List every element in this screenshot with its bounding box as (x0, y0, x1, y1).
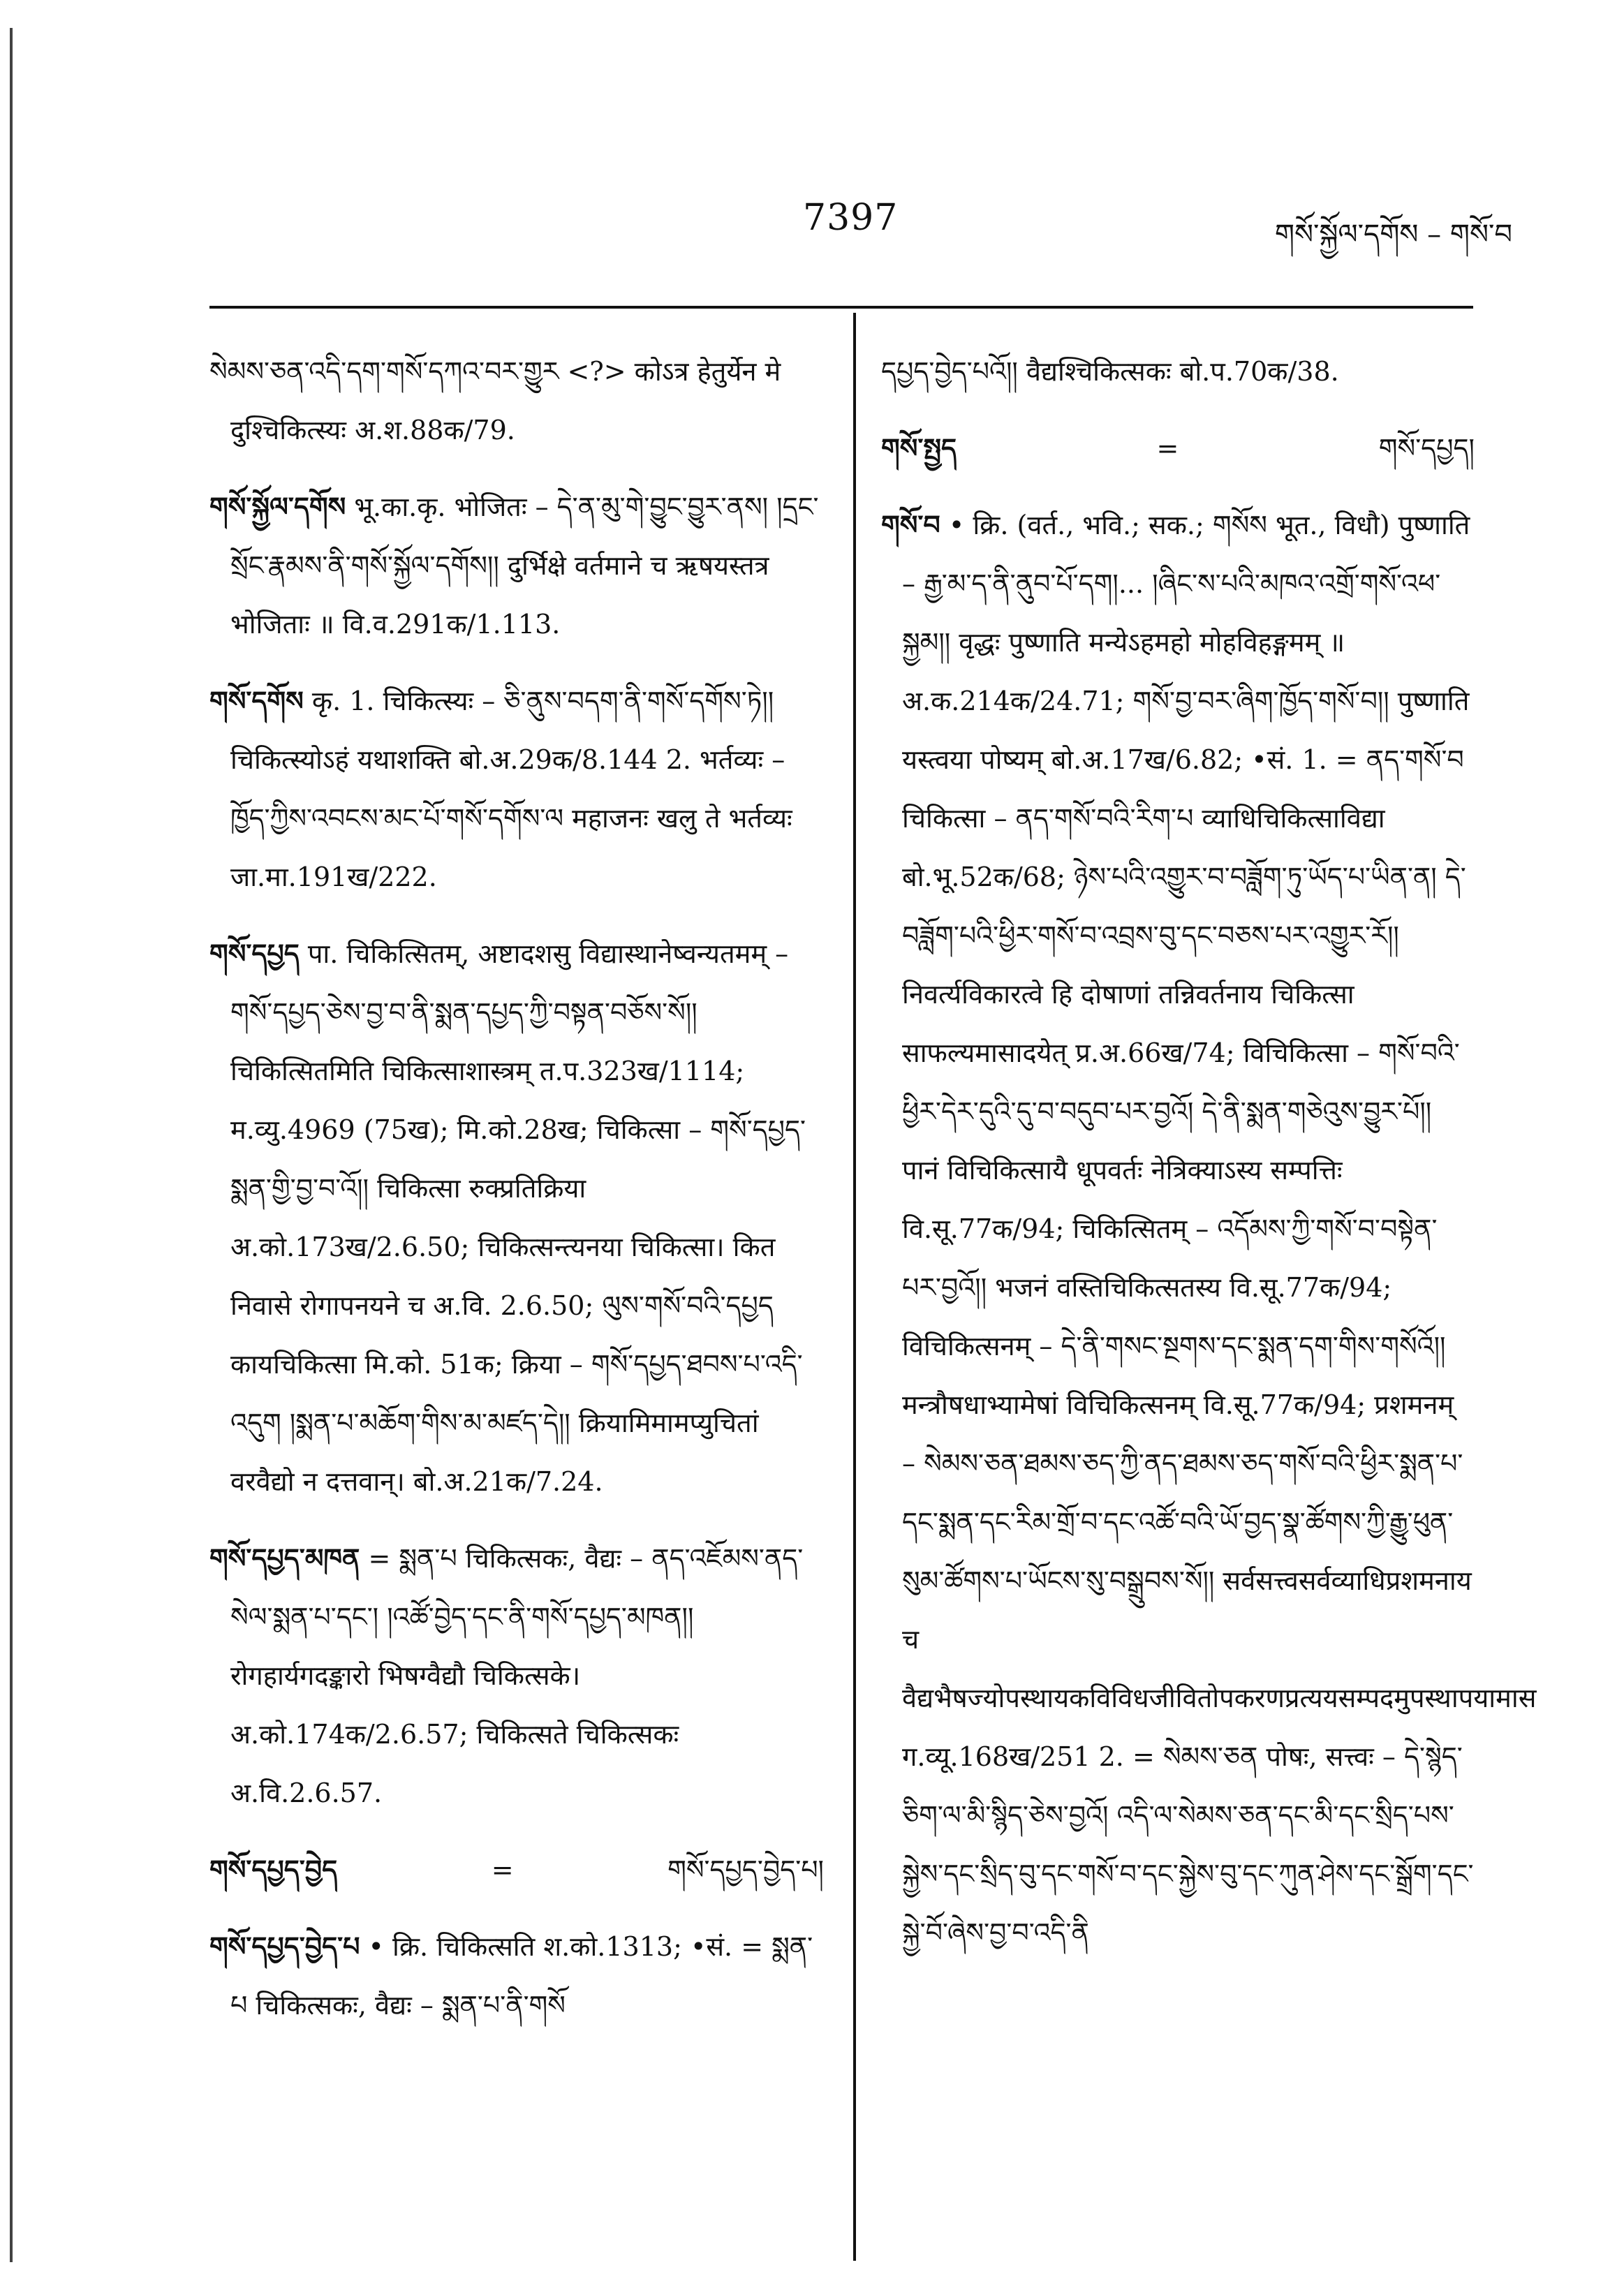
xref-headword: གསོ་སྤྱད (881, 432, 957, 464)
entry-headword: གསོ་བ (881, 509, 940, 540)
xref-eq: = (491, 1854, 514, 1885)
dictionary-entry (209, 672, 824, 906)
entry-body: भू.का.कृ. भोजितः – དེ་ན་མུ་གེ་བྱུང་བྱུར་ནས། །དྲང་སྲོང་རྣམས་ནི་གསོ་སྐྱོལ་དགོས།། दुर्भिक्षे वर्तमाने च ऋषयस्तत्र भोजिताः ॥ वि.व.291क/1.113. (230, 492, 819, 640)
entry-body: • क्रि. चिकित्सति श.को.1313; •सं. = སྨན་པ चिकित्सकः, वैद्यः – སྨན་པ་ནི་གསོ (230, 1931, 813, 2021)
entry-headword: གསོ་དཔྱད་བྱེད་པ (209, 1931, 360, 1962)
left-margin-rule (10, 28, 13, 2262)
entry-body: = སྨན་པ चिकित्सकः, वैद्यः – ནད་འཇོམས་ནད་སེལ་སྨན་པ་དང་། །འཚོ་བྱེད་དང་ནི་གསོ་དཔྱད་མཁན།། रोगहार्यगदङ्कारो भिषग्वैद्यौ चिकित्सके। अ.को.174क/2.6.57; चिकित्सते चिकित्सकः अ.वि.2.6.57. (230, 1543, 804, 1808)
xref-target: གསོ་དཔྱད་བྱེད་པ། (667, 1854, 824, 1885)
entry-body: • क्रि. (वर्त., भवि.; सक.; གསོས भूत., विधौ) पुष्णाति – རྒྱ་མ་ད་ནི་ནུབ་པོ་དག།... །ཞིང་ས་པའི་མཁའ་འགྲོ་གསོ་འཕ་སྐྱམ།། वृद्धः पुष्णाति मन्येऽहमहो मोहविहङ्गमम् ॥ अ.क.214क/24.71; གསོ་བྱ་བར་ཞིག་ཁྱོད་གསོ་བ།། पुष्णाति यस्त्वया पोष्यम् बो.अ.17ख/6.82; •सं. 1. = ནད་གསོ་བ चिकित्सा – ནད་གསོ་བའི་རིག་པ व्याधिचिकित्साविद्या बो.भू.52क/68; ཉེས་པའི་འགྱུར་བ་བཟློག་ཏུ་ཡོད་པ་ཡིན་ན། དེ་བཟློག་པའི་ཕྱིར་གསོ་བ་འབྲས་བུ་དང་བཅས་པར་འགྱུར་རོ།། निवर्त्यविकारत्वे हि दोषाणां तन्निवर्तनाय चिकित्सा साफल्यमासादयेत् प्र.अ.66ख/74; विचिकित्सा – གསོ་བའི་ཕྱིར་དེར་དུའི་དུ་བ་བདུབ་པར་བྱའོ། དེ་ནི་སྨན་གཅེའུས་བྱུར་པོ།། पानं विचिकित्सायै धूपवर्तः नेत्रिक्याऽस्य सम्पत्तिः वि.सू.77क/94; चिकित्सितम् – འདོམས་ཀྱི་གསོ་བ་བསྟེན་པར་བྱའོ།། भजनं वस्तिचिकित्सतस्य वि.सू.77क/94; विचिकित्सनम् – དེ་ནི་གསང་སྔགས་དང་སྨན་དག་གིས་གསོའོ།། मन्त्रौषधाभ्यामेषां विचिकित्सनम् वि.सू.77क/94; प्रशमनम् – སེམས་ཅན་ཐམས་ཅད་ཀྱི་ནད་ཐམས་ཅད་གསོ་བའི་ཕྱིར་སྨན་པ་དང་སྨན་དང་རིམ་གྲོ་བ་དང་འཚོ་བའི་ཡོ་བྱད་སྣ་ཚོགས་ཀྱི་རྒྱུ་ཕུན་སུམ་ཚོགས་པ་ཡོངས་སུ་བསྒྲུབས་སོ།། सर्वसत्त्वसर्वव्याधिप्रशमनाय च वैद्यभैषज्योपस्थायकविविधजीवितोपकरणप्रत्ययसम्पदमुपस्थापयामास ग.व्यू.168ख/251 2. = སེམས་ཅན पोषः, सत्त्वः – དེ་སྙེད་ཅིག་ལ་མི་སྙིད་ཅེས་བྱའོ། འདི་ལ་སེམས་ཅན་དང་མི་དང་སྲིད་པས་སྐྱེས་དང་སྲིད་བུ་དང་གསོ་བ་དང་སྐྱེས་བུ་དང་ཀུན་ཤེས་དང་སྒྲོག་དང་སྐྱེ་བོ་ཞེས་བྱ་བ་འདི་ནི (902, 510, 1537, 1948)
continuation-text: དཔྱད་བྱེད་པའོ།། वैद्यश्चिकित्सकः बो.प.70क/38. (881, 356, 1339, 387)
entry-headword: གསོ་དཔྱད (209, 938, 300, 969)
dictionary-entry (209, 1917, 824, 2035)
dictionary-entry (881, 496, 1537, 1962)
entry-body: पा. चिकित्सितम्, अष्टादशसु विद्यास्थानेष्वन्यतमम् – གསོ་དཔྱད་ཅེས་བྱ་བ་ནི་སྨན་དཔྱད་ཀྱི་བསྟན་བཅོས་སོ།། चिकित्सितमिति चिकित्साशास्त्रम् त.प.323ख/1114; म.व्यु.4969 (75ख); मि.को.28ख; चिकित्सा – གསོ་དཔྱད་སྨན་གྱི་བྱ་བ་འོ།། चिकित्सा रुक्प्रतिक्रिया अ.को.173ख/2.6.50; चिकित्सन्त्यनया चिकित्सा। कित निवासे रोगापनयने च अ.वि. 2.6.50; ལུས་གསོ་བའི་དཔྱད कायचिकित्सा मि.को. 51क; क्रिया – གསོ་དཔྱད་ཐབས་པ་འདི་འདུག །སྨན་པ་མཆོག་གིས་མ་མཛད་དེ།། क्रियामिमामप्युचितां वरवैद्यो न दत्तवान्। बो.अ.21क/7.24. (230, 938, 806, 1497)
page-number: 7397 (803, 197, 899, 239)
left-column (209, 342, 824, 2053)
dictionary-entry (209, 1529, 824, 1822)
cross-reference (881, 419, 1475, 478)
cross-reference (209, 1840, 824, 1899)
running-head: གསོ་སྐྱོལ་དགོས – གསོ་བ (1274, 219, 1512, 251)
right-column (881, 342, 1537, 1980)
dictionary-entry (209, 478, 824, 654)
dictionary-entry (209, 924, 824, 1511)
entry-headword: གསོ་དཔྱད་མཁན (209, 1542, 360, 1574)
xref-headword: གསོ་དཔྱད་བྱེད (209, 1854, 338, 1885)
xref-target: གསོ་དཔྱད། (1378, 433, 1475, 464)
entry-body: कृ. 1. चिकित्स्यः – ཅི་ནུས་བདག་ནི་གསོ་དགོས་ཏེ།། चिकित्स्योऽहं यथाशक्ति बो.अ.29क/8.144 2. भर्तव्यः – ཁྱོད་ཀྱིས་འབངས་མང་པོ་གསོ་དགོས་ལ महाजनः खलु ते भर्तव्यः जा.मा.191ख/222. (230, 686, 792, 892)
entry-headword: གསོ་སྐྱོལ་དགོས (209, 491, 346, 522)
header-rule (209, 306, 1473, 309)
entry-headword: གསོ་དགོས (209, 685, 304, 716)
continuation-text: སེམས་ཅན་འདི་དག་གསོ་དཀའ་བར་གྱུར <?> कोऽत्र हेतुर्येन मे दुश्चिकित्स्यः अ.श.88क/79. (209, 356, 781, 445)
xref-eq: = (1156, 433, 1179, 464)
column-rule (853, 313, 856, 2261)
